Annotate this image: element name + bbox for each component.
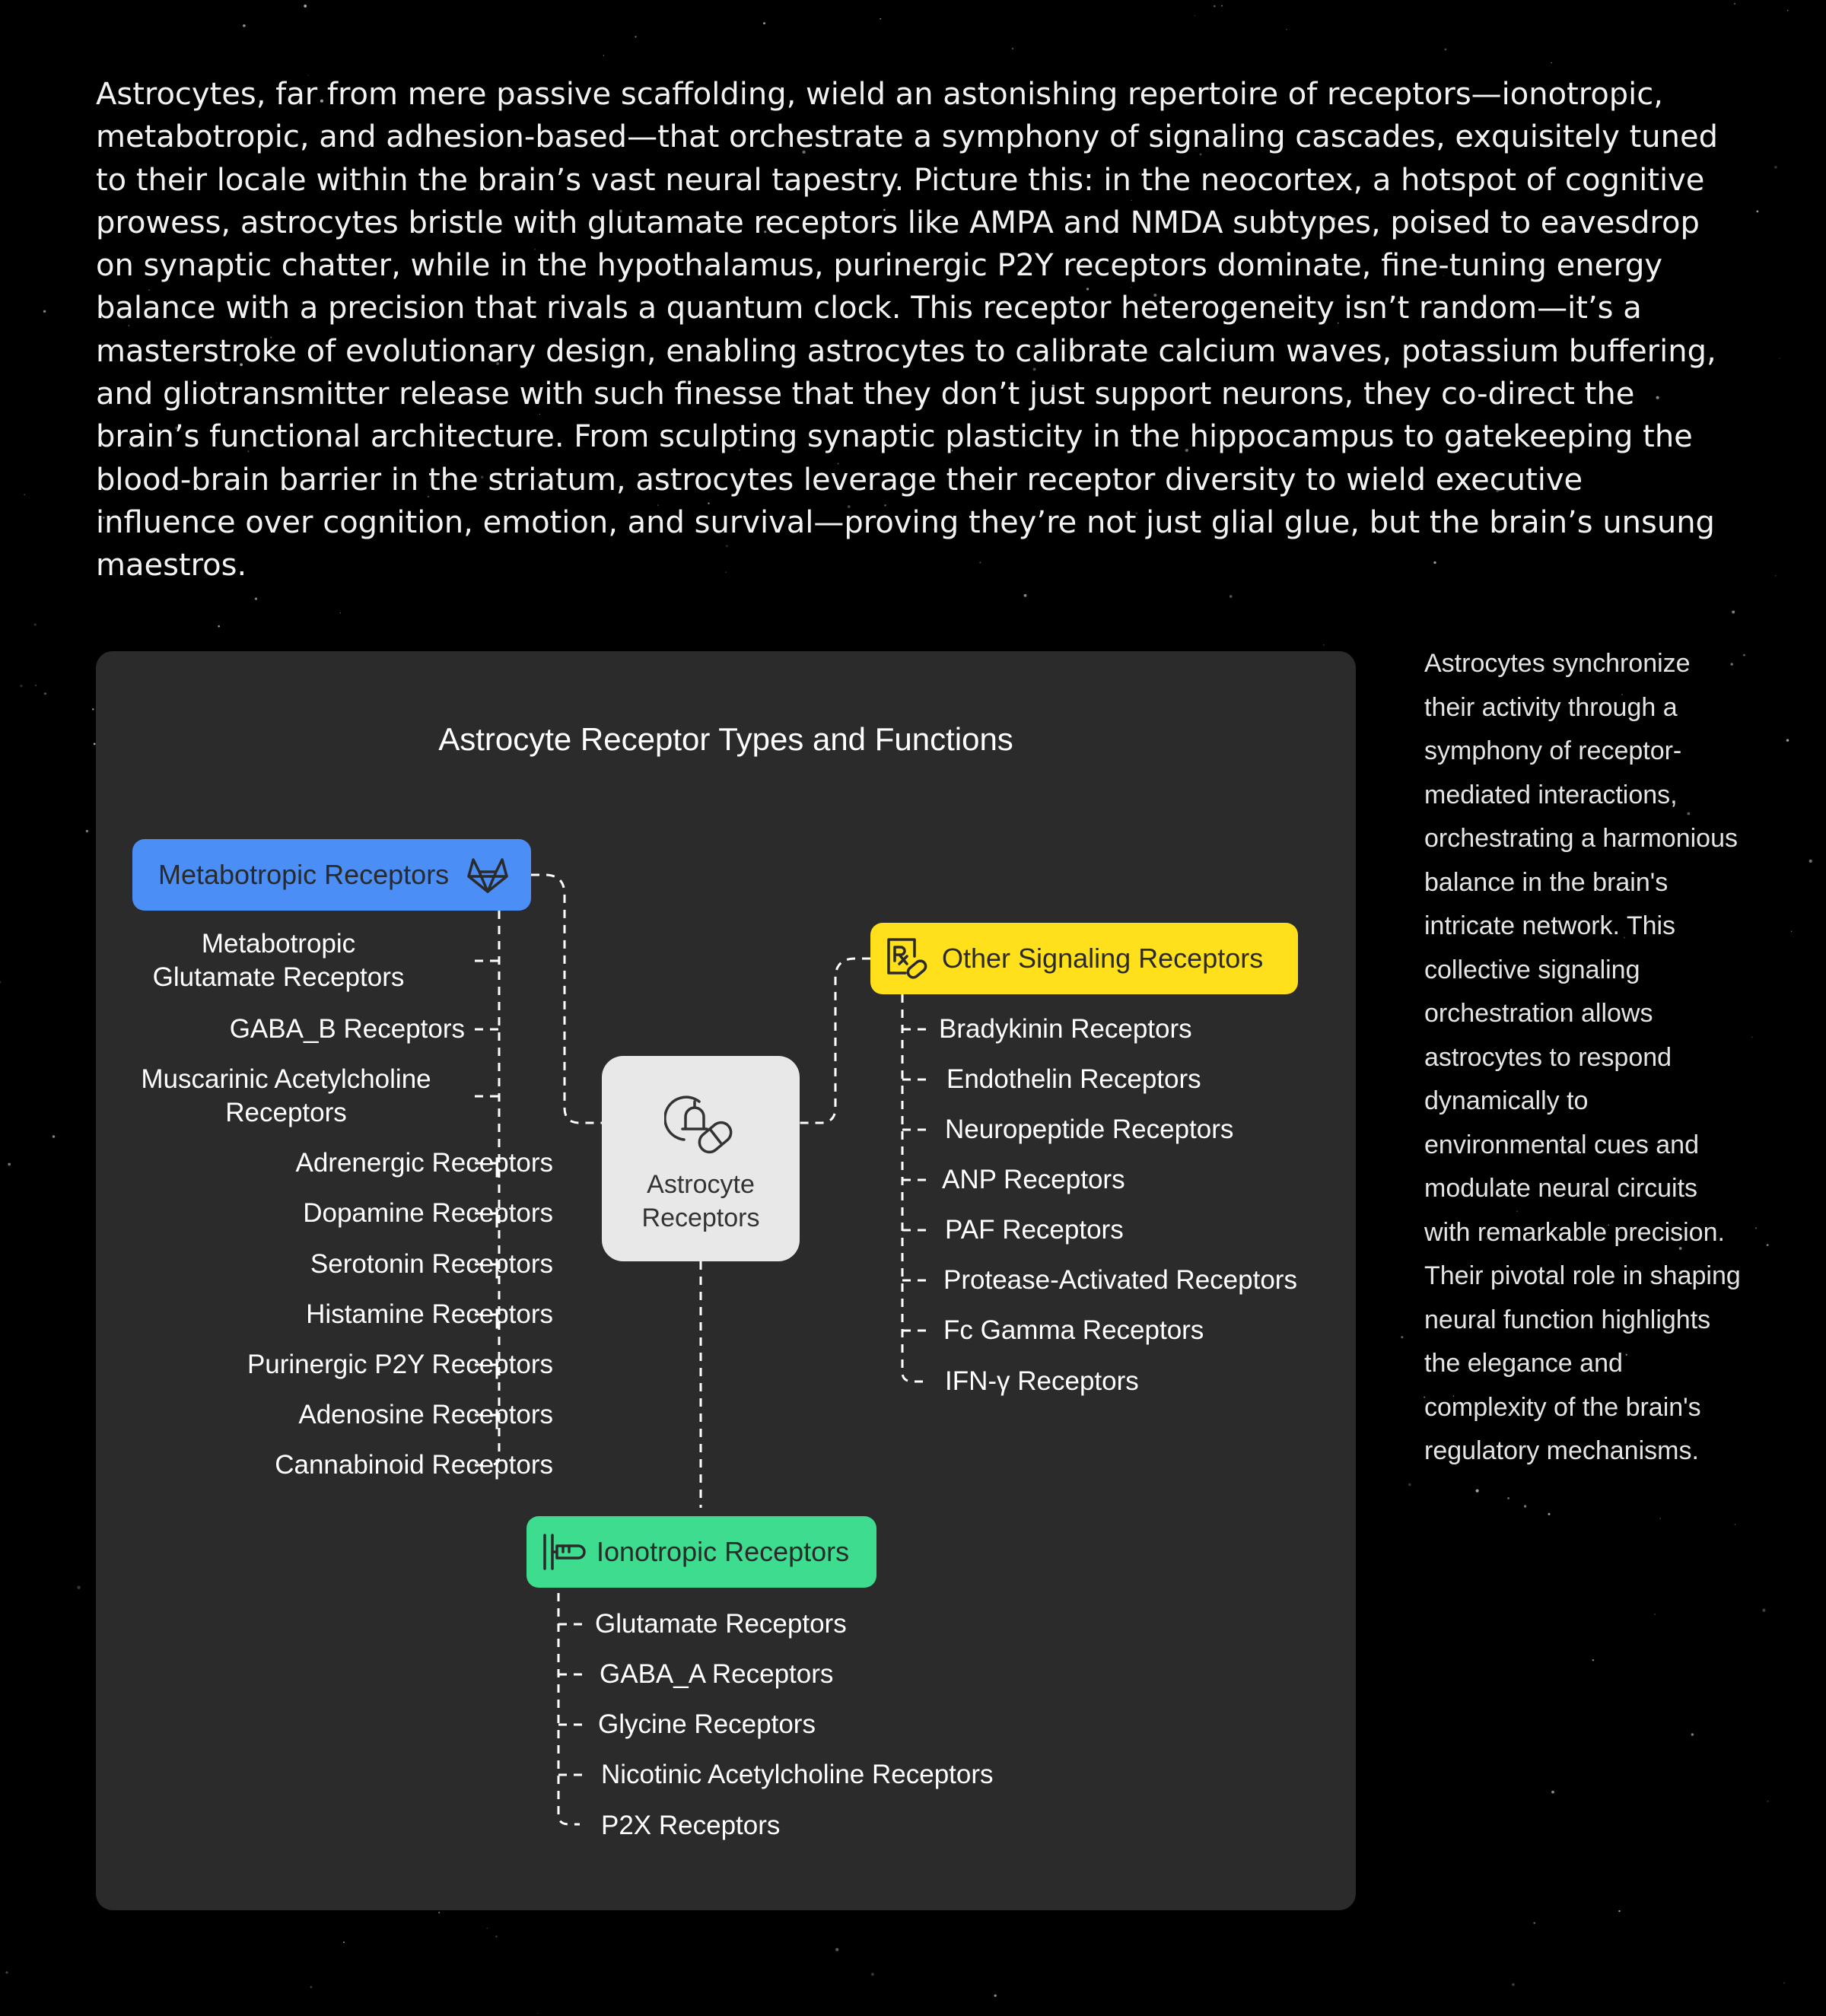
other-signaling-receptors-label: Other Signaling Receptors [942,943,1264,974]
metabotropic-item: Adenosine Receptors [298,1400,553,1429]
metabotropic-item: Purinergic P2Y Receptors [247,1350,553,1379]
other-signaling-item: Fc Gamma Receptors [943,1315,1204,1345]
metabotropic-item: GABA_B Receptors [229,1014,465,1044]
ionotropic-receptors-label: Ionotropic Receptors [596,1536,850,1567]
astrocyte-receptors-center-node [602,1056,800,1261]
metabotropic-item: Muscarinic Acetylcholine Receptors [141,1064,431,1127]
center-label-line1: Astrocyte [647,1170,755,1199]
other-signaling-item: Protease-Activated Receptors [943,1265,1297,1295]
ionotropic-item: Glutamate Receptors [595,1609,847,1639]
side-description: Astrocytes synchronize their activity through a symphony of receptor-mediated interactions, orchestrating a harmonious balance in the brain's intricate network. This collective signaling orchestration allows astrocytes to respond dynamically to environmental cues and modulate neural circuits with remarkable precision. Their pivotal role in shaping neural function highlights the elegance and complexity of the brain's regulatory mechanisms. [1424,649,1741,1465]
other-signaling-item: Endothelin Receptors [946,1064,1201,1094]
prescription-pill-icon [886,936,930,981]
intro-paragraph: Astrocytes, far from mere passive scaffolding, wield an astonishing repertoire of receptors—ionotropic, metabotropic, and adhesion-based—that orchestrate a symphony of signaling cascades, exquisitely tuned to their locale within the brain’s vast neural tapestry. Picture this: in the neocortex, a hotspot of cognitive prowess, astrocytes bristle with glutamate receptors like AMPA and NMDA subtypes, poised to eavesdrop on synaptic chatter, while in the hypothalamus, purinergic P2Y receptors dominate, fine-tuning energy balance with a precision that rivals a quantum clock. This receptor heterogeneity isn’t random—it’s a masterstroke of evolutionary design, enabling astrocytes to calibrate calcium waves, potassium buffering, and gliotransmitter release with such finesse that they don’t just support neurons, they co-direct the brain’s functional architecture. From sculpting synaptic plasticity in the hippocampus to gatekeeping the blood-brain barrier in the striatum, astrocytes leverage their receptor diversity to wield executive influence over cognition, emotion, and survival—proving they’re not just glial glue, but the brain’s unsung maestros. [96,77,1718,583]
other-signaling-item: Neuropeptide Receptors [945,1115,1234,1144]
metabotropic-item: Serotonin Receptors [310,1249,553,1279]
center-label-line2: Receptors [641,1204,760,1232]
diagram-panel [96,651,1356,1910]
other-signaling-item: Bradykinin Receptors [939,1014,1192,1044]
alarm-bell-pill-icon [664,1086,737,1159]
gitlab-fox-icon [466,855,510,895]
syringe-icon [540,1531,586,1573]
ionotropic-item: Nicotinic Acetylcholine Receptors [601,1760,994,1789]
metabotropic-item: Metabotropic Glutamate Receptors [152,929,405,992]
metabotropic-item: Dopamine Receptors [303,1198,553,1228]
diagram-title: Astrocyte Receptor Types and Functions [438,721,1013,757]
other-signaling-item: IFN-γ Receptors [945,1366,1139,1396]
metabotropic-item: Cannabinoid Receptors [275,1450,553,1480]
other-signaling-item: ANP Receptors [942,1165,1125,1194]
metabotropic-item: Histamine Receptors [306,1299,553,1329]
ionotropic-item: Glycine Receptors [598,1709,816,1739]
ionotropic-item: P2X Receptors [601,1811,781,1840]
other-signaling-item: PAF Receptors [945,1215,1124,1245]
ionotropic-receptors-node [526,1516,876,1588]
ionotropic-item: GABA_A Receptors [600,1659,834,1689]
other-signaling-receptors-node [870,923,1298,994]
metabotropic-receptors-node [132,839,531,911]
metabotropic-item: Adrenergic Receptors [295,1148,553,1178]
metabotropic-receptors-label: Metabotropic Receptors [158,859,450,890]
